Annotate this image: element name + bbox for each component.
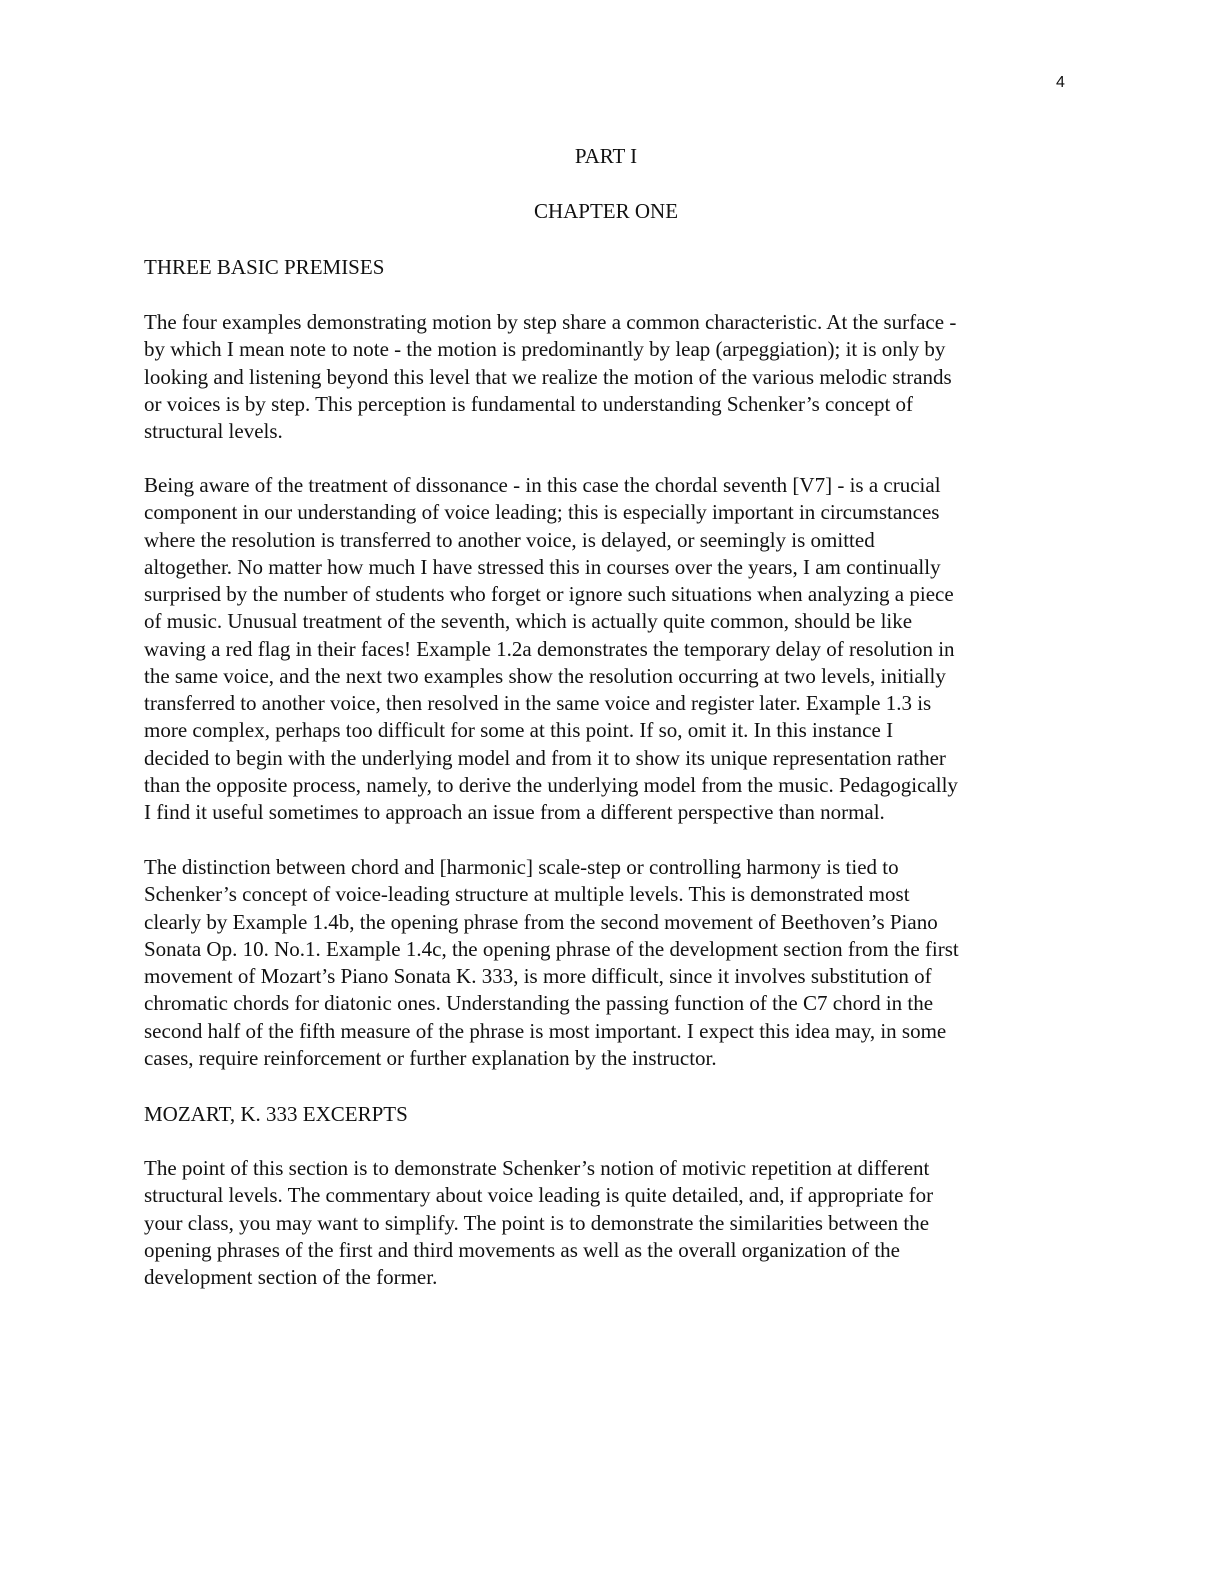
text-line: transferred to another voice, then resolved in the same voice and register later. Example 1.3 is: [144, 691, 932, 715]
text-line: structural levels. The commentary about voice leading is quite detailed, and, if appropriate for: [144, 1183, 934, 1208]
text-line: surprised by the number of students who forget or ignore such situations when analyzing a piece: [144, 582, 954, 606]
text-line: by which I mean note to note - the motion is predominantly by leap (arpeggiation); it is only by: [144, 337, 946, 362]
text-line: I find it useful sometimes to approach an issue from a different perspective than normal.: [144, 800, 885, 824]
text-line: waving a red flag in their faces! Example 1.2a demonstrates the temporary delay of resolution in: [144, 636, 955, 661]
text-line: altogether. No matter how much I have stressed this in courses over the years, I am continually: [144, 554, 941, 579]
part-title: PART I: [574, 144, 638, 168]
text-line: The four examples demonstrating motion by step share a common characteristic. At the surface -: [144, 310, 957, 334]
text-line: the same voice, and the next two examples show the resolution occurring at two levels, initially: [144, 663, 946, 688]
text-line: looking and listening beyond this level that we realize the motion of the various melodic strands: [144, 364, 952, 389]
text-line: clearly by Example 1.4b, the opening phrase from the second movement of Beethoven’s Piano: [144, 909, 938, 934]
text-line: development section of the former.: [144, 1265, 438, 1289]
section-heading-mozart: MOZART, K. 333 EXCERPTS: [144, 1102, 408, 1126]
text-line: component in our understanding of voice leading; this is especially important in circumstances: [144, 500, 940, 525]
text-line: cases, require reinforcement or further explanation by the instructor.: [144, 1045, 717, 1070]
text-line: movement of Mozart’s Piano Sonata K. 333, is more difficult, since it involves substitution of: [144, 964, 932, 988]
paragraph-1: [144, 309, 956, 445]
paragraph-4: [144, 1155, 933, 1291]
text-line: The point of this section is to demonstrate Schenker’s notion of motivic repetition at different: [144, 1156, 930, 1180]
chapter-title: CHAPTER ONE: [533, 199, 679, 223]
text-line: where the resolution is transferred to another voice, is delayed, or seemingly is omitted: [144, 527, 875, 552]
text-line: decided to begin with the underlying model and from it to show its unique representation rather: [144, 745, 946, 770]
text-line: structural levels.: [144, 419, 283, 443]
text-line: more complex, perhaps too difficult for some at this point. If so, omit it. In this instance I: [144, 718, 894, 743]
text-line: Sonata Op. 10. No.1. Example 1.4c, the opening phrase of the development section from the first: [144, 936, 959, 961]
paragraph-2: [144, 472, 958, 826]
text-line: The distinction between chord and [harmonic] scale-step or controlling harmony is tied to: [144, 855, 899, 879]
text-line: of music. Unusual treatment of the seventh, which is actually quite common, should be like: [144, 609, 913, 634]
text-line: second half of the fifth measure of the phrase is most important. I expect this idea may, in some: [144, 1018, 947, 1043]
text-line: than the opposite process, namely, to derive the underlying model from the music. Pedagogically: [144, 772, 958, 797]
text-line: opening phrases of the first and third movements as well as the overall organization of the: [144, 1237, 900, 1262]
text-line: your class, you may want to simplify. The point is to demonstrate the similarities between the: [144, 1210, 930, 1235]
page-number: 4: [1056, 74, 1065, 91]
text-line: or voices is by step. This perception is fundamental to understanding Schenker’s concept of: [144, 391, 914, 416]
text-line: chromatic chords for diatonic ones. Understanding the passing function of the C7 chord in the: [144, 991, 934, 1016]
text-line: Schenker’s concept of voice-leading structure at multiple levels. This is demonstrated most: [144, 882, 910, 907]
paragraph-3: [144, 854, 959, 1072]
text-line: Being aware of the treatment of dissonance - in this case the chordal seventh [V7] - is a crucial: [144, 473, 941, 497]
section-heading-premises: THREE BASIC PREMISES: [144, 255, 385, 279]
